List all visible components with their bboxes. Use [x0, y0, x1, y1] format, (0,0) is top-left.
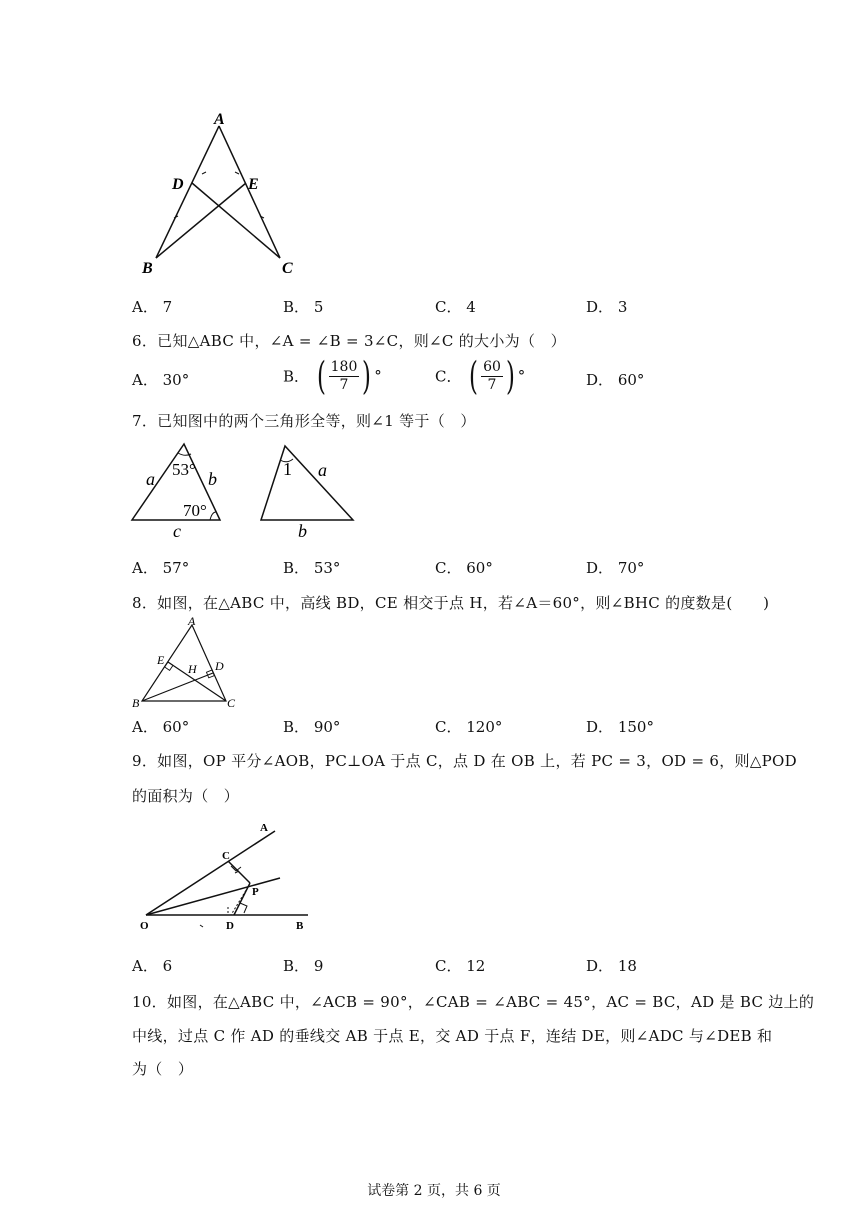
q5-option-a[interactable]: A． 7 — [132, 298, 173, 316]
q7-fig1-angle-top: 53° — [172, 460, 196, 479]
q5-label-d: D — [172, 176, 184, 193]
q6-option-d[interactable]: D． 60° — [586, 371, 645, 389]
q5-label-e: E — [248, 176, 259, 193]
q7-fig2-side-b: b — [298, 521, 307, 540]
q7-option-b[interactable]: B． 53° — [283, 559, 341, 577]
q7-fig1-side-a: a — [146, 469, 155, 489]
q8-option-c[interactable]: C． 120° — [435, 718, 503, 736]
q8-option-a[interactable]: A． 60° — [132, 718, 190, 736]
q7-figure-1 — [128, 438, 228, 540]
q6-stem: 6．已知△ABC 中，∠A = ∠B = 3∠C，则∠C 的大小为（ ） — [132, 332, 566, 350]
q5-option-d[interactable]: D． 3 — [586, 298, 628, 316]
q9-label-c: C — [222, 850, 230, 862]
q6-option-c[interactable]: C． ( 60 7 ) ° — [435, 354, 526, 398]
q8-label-a: A — [188, 615, 196, 628]
q9-label-d: D — [226, 920, 234, 932]
q9-label-p: P — [252, 886, 259, 898]
q7-fig2-side-a: a — [318, 460, 327, 480]
q8-figure — [128, 615, 243, 713]
q10-line-1: 10．如图，在△ABC 中，∠ACB = 90°，∠CAB = ∠ABC = 45°，AC = BC，AD 是 BC 边上的 — [132, 993, 815, 1011]
q8-stem: 8．如图，在△ABC 中，高线 BD，CE 相交于点 H，若∠A＝60°，则∠BHC 的度数是( ) — [132, 594, 770, 612]
page-footer: 试卷第 2 页，共 6 页 — [367, 1183, 501, 1199]
q5-figure — [130, 108, 310, 278]
q7-figure-2 — [255, 438, 360, 540]
q5-label-a: A — [214, 111, 225, 128]
q9-figure — [130, 815, 320, 935]
q8-label-e: E — [157, 653, 165, 667]
q7-stem: 7．已知图中的两个三角形全等，则∠1 等于（ ） — [132, 412, 476, 430]
q7-fig1-side-b: b — [208, 469, 217, 489]
q7-option-d[interactable]: D． 70° — [586, 559, 645, 577]
q9-option-a[interactable]: A． 6 — [132, 957, 173, 975]
q9-stem-line-1: 9．如图，OP 平分∠AOB，PC⊥OA 于点 C，点 D 在 OB 上，若 PC = 3，OD = 6，则△POD — [132, 752, 797, 770]
q7-fig1-side-c: c — [173, 521, 181, 540]
q9-label-b: B — [296, 920, 304, 932]
q7-fig2-angle-1: 1 — [283, 459, 292, 479]
q9-stem-line-2: 的面积为（ ） — [132, 787, 240, 805]
q8-option-d[interactable]: D． 150° — [586, 718, 654, 736]
q9-option-b[interactable]: B． 9 — [283, 957, 324, 975]
q9-option-c[interactable]: C． 12 — [435, 957, 486, 975]
q8-label-c: C — [227, 696, 236, 710]
q5-label-c: C — [282, 260, 293, 277]
q5-option-b[interactable]: B． 5 — [283, 298, 324, 316]
q7-option-a[interactable]: A． 57° — [132, 559, 190, 577]
q10-line-3: 为（ ） — [132, 1060, 194, 1078]
q9-option-d[interactable]: D． 18 — [586, 957, 637, 975]
q6-option-b-fraction: ( 180 7 ) — [316, 354, 372, 398]
q6-option-a[interactable]: A． 30° — [132, 371, 190, 389]
q5-label-b: B — [142, 260, 153, 277]
q8-label-d: D — [215, 659, 224, 673]
q8-label-h: H — [188, 662, 197, 676]
q7-option-c[interactable]: C． 60° — [435, 559, 493, 577]
q9-label-o: O — [140, 920, 149, 932]
q8-option-b[interactable]: B． 90° — [283, 718, 341, 736]
q5-option-c[interactable]: C． 4 — [435, 298, 476, 316]
q7-fig1-angle-bottom: 70° — [183, 501, 207, 520]
q10-line-2: 中线，过点 C 作 AD 的垂线交 AB 于点 E，交 AD 于点 F，连结 DE，则∠ADC 与∠DEB 和 — [132, 1027, 773, 1045]
q9-label-a: A — [260, 822, 268, 834]
q6-option-c-fraction: ( 60 7 ) — [469, 354, 515, 398]
q6-option-b[interactable]: B． ( 180 7 ) ° — [283, 354, 382, 398]
q8-label-b: B — [132, 696, 140, 710]
